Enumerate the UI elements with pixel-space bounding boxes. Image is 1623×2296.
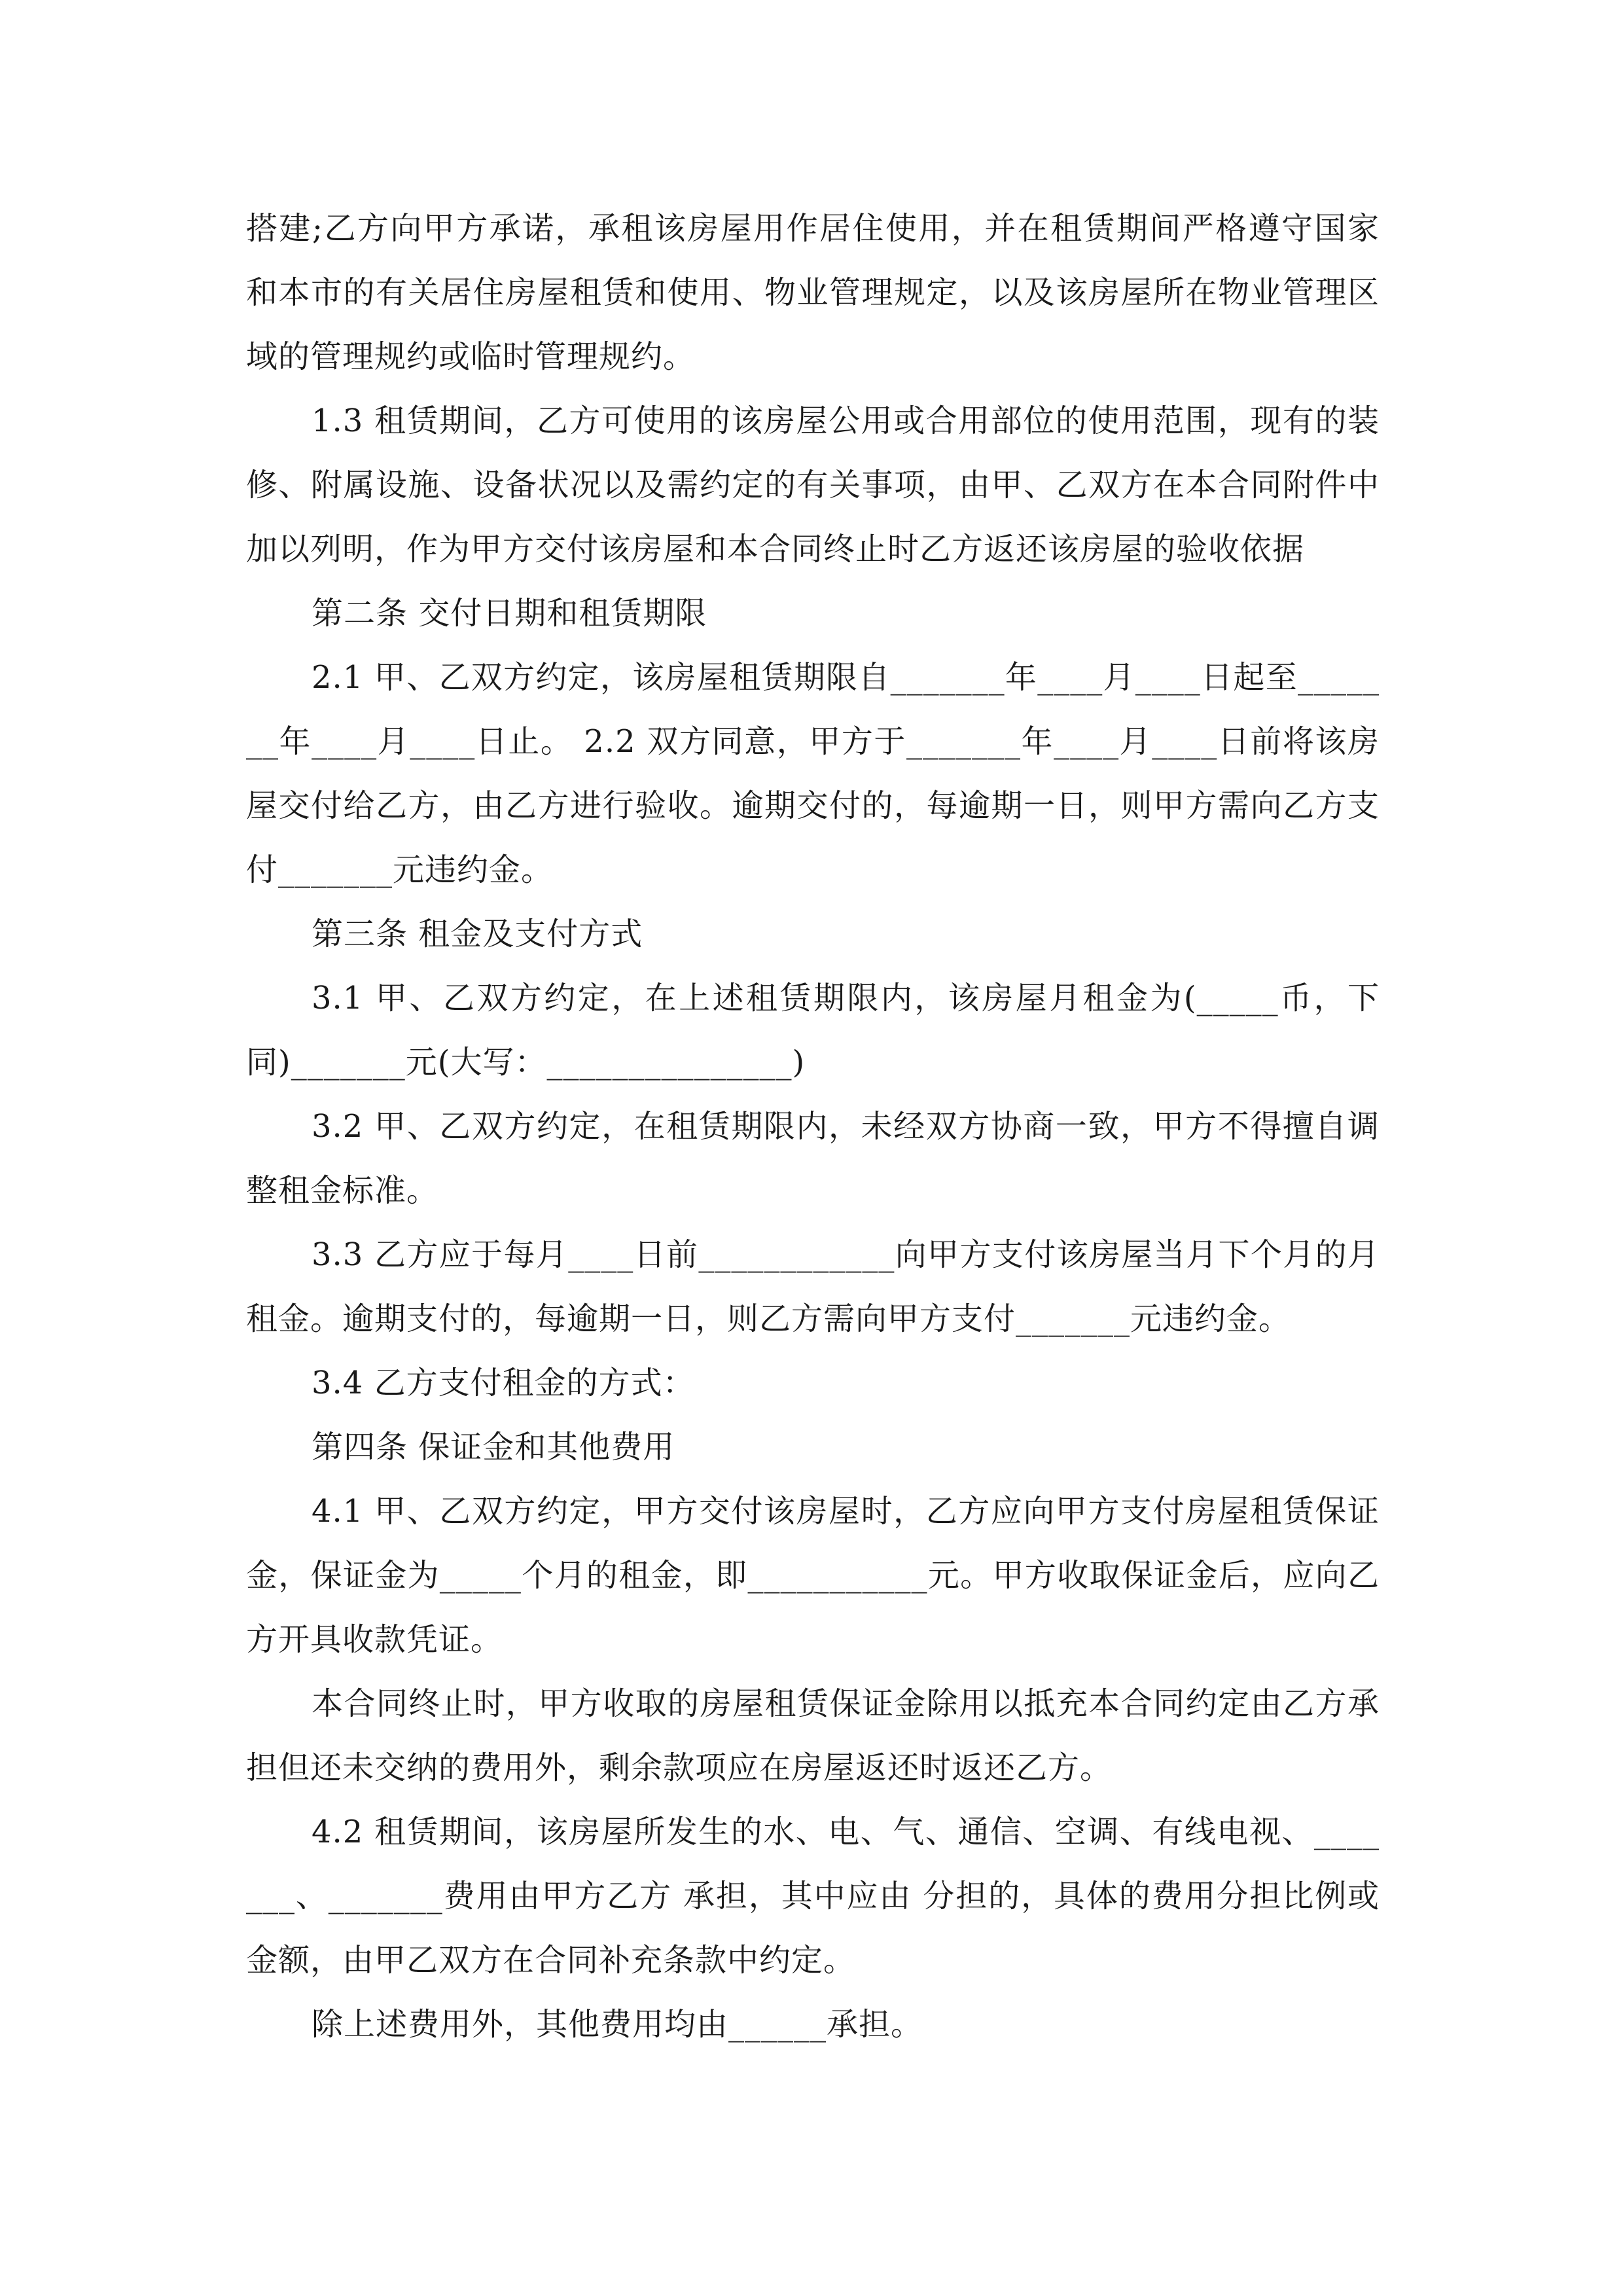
paragraph-clause-4-2: 4.2 租赁期间，该房屋所发生的水、电、气、通信、空调、有线电视、_______、_______费用由甲方乙方 承担，其中应由 分担的，具体的费用分担比例或金额，由甲乙双方在合同补充条款中约定。 — [246, 1814, 1380, 1979]
heading-article-3: 第三条 租金及支付方式 — [312, 916, 643, 952]
paragraph-intro-continuation: 搭建;乙方向甲方承诺，承租该房屋用作居住使用，并在租赁期间严格遵守国家和本市的有关居住房屋租赁和使用、物业管理规定，以及该房屋所在物业管理区域的管理规约或临时管理规约。 — [246, 210, 1380, 375]
paragraph-deposit-return: 本合同终止时，甲方收取的房屋租赁保证金除用以抵充本合同约定由乙方承担但还未交纳的费用外，剩余款项应在房屋返还时返还乙方。 — [246, 1685, 1380, 1786]
paragraph-clause-3-4: 3.4 乙方支付租金的方式： — [312, 1365, 695, 1401]
heading-article-4: 第四条 保证金和其他费用 — [312, 1429, 675, 1465]
paragraph-clause-3-1: 3.1 甲、乙双方约定，在上述租赁期限内，该房屋月租金为(_____币，下同)_______元(大写：_______________) — [246, 980, 1380, 1081]
document-body — [246, 196, 1380, 2056]
paragraph-clause-2-1: 2.1 甲、乙双方约定，该房屋租赁期限自_______年____月____日起至_______年____月____日止。 2.2 双方同意，甲方于_______年____月____日前将该房屋交付给乙方，由乙方进行验收。逾期交付的，每逾期一日，则甲方需向乙方支付_______元违约金。 — [246, 659, 1380, 888]
paragraph-clause-3-2: 3.2 甲、乙双方约定，在租赁期限内，未经双方协商一致，甲方不得擅自调整租金标准。 — [246, 1108, 1380, 1209]
paragraph-clause-4-1: 4.1 甲、乙双方约定，甲方交付该房屋时，乙方应向甲方支付房屋租赁保证金，保证金为_____个月的租金，即___________元。甲方收取保证金后，应向乙方开具收款凭证。 — [246, 1493, 1380, 1658]
paragraph-clause-3-3: 3.3 乙方应于每月____日前____________向甲方支付该房屋当月下个月的月租金。逾期支付的，每逾期一日，则乙方需向甲方支付_______元违约金。 — [246, 1236, 1380, 1337]
paragraph-other-fees: 除上述费用外，其他费用均由______承担。 — [312, 2006, 923, 2043]
paragraph-clause-1-3: 1.3 租赁期间，乙方可使用的该房屋公用或合用部位的使用范围，现有的装修、附属设施、设备状况以及需约定的有关事项，由甲、乙双方在本合同附件中加以列明，作为甲方交付该房屋和本合同终止时乙方返还该房屋的验收依据 — [246, 403, 1380, 567]
heading-article-2: 第二条 交付日期和租赁期限 — [312, 595, 707, 632]
